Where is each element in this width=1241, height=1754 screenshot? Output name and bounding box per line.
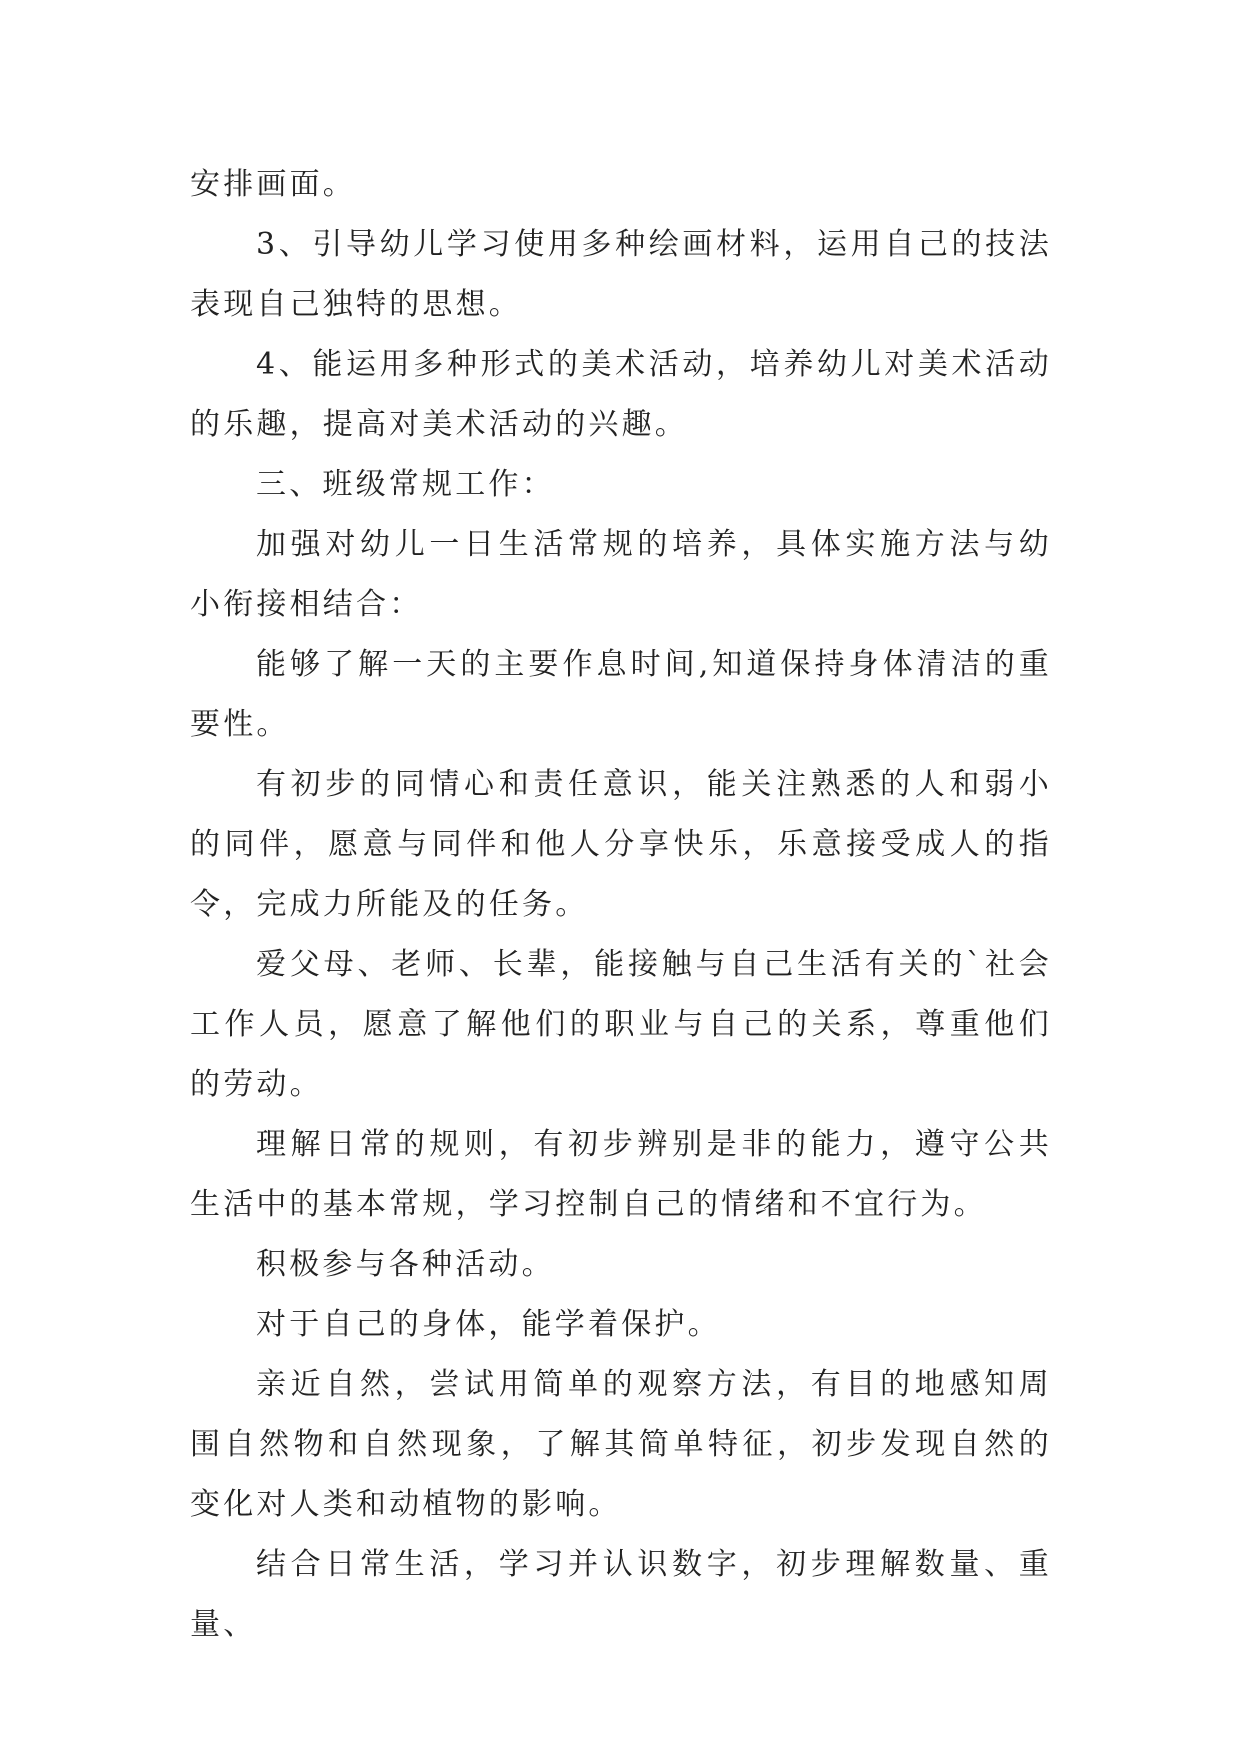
paragraph: 对于自己的身体，能学着保护。 xyxy=(256,1307,721,1342)
paragraph: 能够了解一天的主要作息时间,知道保持身体清洁的重要性。 xyxy=(190,647,1052,742)
paragraph-continuation: 安排画面。 xyxy=(190,167,356,202)
paragraph: 加强对幼儿一日生活常规的培养，具体实施方法与幼小衔接相结合： xyxy=(190,527,1052,622)
paragraph: 理解日常的规则，有初步辨别是非的能力，遵守公共生活中的基本常规，学习控制自己的情绪和不宜行为。 xyxy=(190,1127,1052,1222)
paragraph: 积极参与各种活动。 xyxy=(256,1247,555,1282)
paragraph: 有初步的同情心和责任意识，能关注熟悉的人和弱小的同伴，愿意与同伴和他人分享快乐，乐意接受成人的指令，完成力所能及的任务。 xyxy=(190,767,1052,922)
document-body xyxy=(190,155,1052,1655)
paragraph-item-3: 3、引导幼儿学习使用多种绘画材料，运用自己的技法表现自己独特的思想。 xyxy=(190,227,1052,322)
paragraph: 爱父母、老师、长辈，能接触与自己生活有关的`社会工作人员，愿意了解他们的职业与自己的关系，尊重他们的劳动。 xyxy=(190,947,1052,1102)
paragraph: 亲近自然，尝试用简单的观察方法，有目的地感知周围自然物和自然现象，了解其简单特征，初步发现自然的变化对人类和动植物的影响。 xyxy=(190,1367,1052,1522)
paragraph-item-4: 4、能运用多种形式的美术活动，培养幼儿对美术活动的乐趣，提高对美术活动的兴趣。 xyxy=(190,347,1052,442)
section-heading: 三、班级常规工作： xyxy=(256,467,555,502)
paragraph: 结合日常生活，学习并认识数字，初步理解数量、重量、 xyxy=(190,1547,1052,1642)
